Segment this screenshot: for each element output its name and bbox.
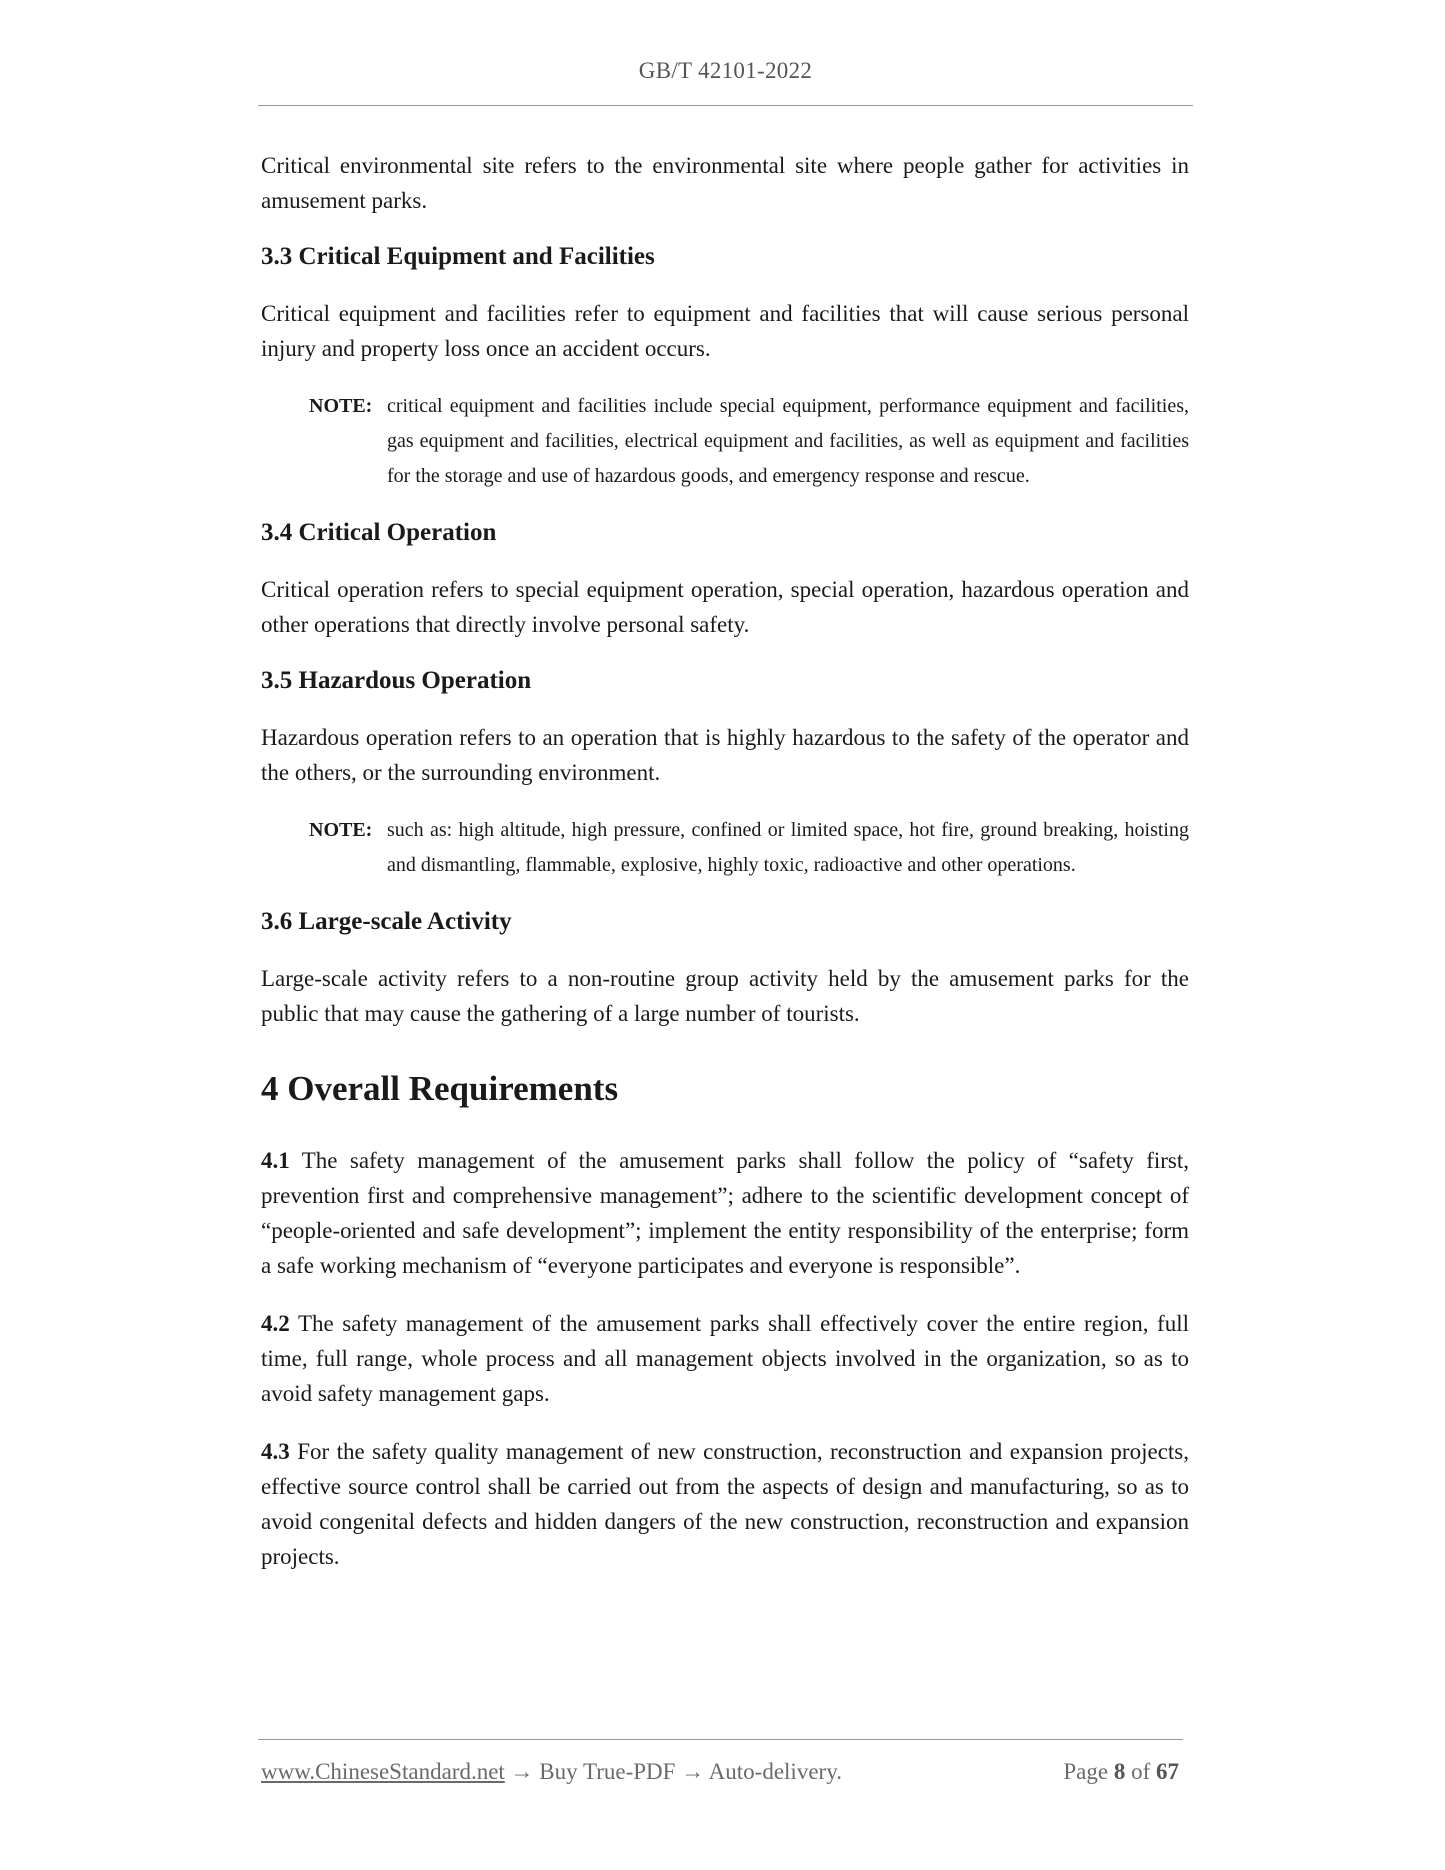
heading-3-5: 3.5 Hazardous Operation	[261, 667, 532, 694]
note-label: NOTE:	[309, 819, 373, 841]
of-word: of	[1131, 1759, 1151, 1784]
page-word: Page	[1063, 1759, 1109, 1784]
heading-4: 4 Overall Requirements	[261, 1069, 619, 1108]
site-link[interactable]: www.ChineseStandard.net	[261, 1759, 505, 1784]
heading-3-6: 3.6 Large-scale Activity	[261, 908, 512, 935]
note-label: NOTE:	[309, 395, 373, 417]
page-content	[261, 148, 1189, 1597]
clause-4-3	[261, 1434, 1189, 1574]
buy-text: Buy True-PDF	[539, 1759, 676, 1784]
footer-divider	[258, 1739, 1183, 1740]
total-pages: 67	[1156, 1759, 1179, 1784]
note-3-5	[309, 813, 1189, 883]
clause-number: 4.2	[261, 1311, 290, 1336]
note-3-3	[309, 389, 1189, 494]
paragraph-3-4: Critical operation refers to special equipment operation, special operation, hazardous operation and other operations that directly involve personal safety.	[261, 577, 1189, 637]
clause-4-1	[261, 1143, 1189, 1283]
clause-4-2	[261, 1306, 1189, 1411]
clause-number: 4.3	[261, 1439, 290, 1464]
heading-3-4: 3.4 Critical Operation	[261, 519, 497, 546]
intro-paragraph: Critical environmental site refers to the environmental site where people gather for activities in amusement parks.	[261, 153, 1189, 213]
paragraph-3-6: Large-scale activity refers to a non-routine group activity held by the amusement parks for the public that may cause the gathering of a large number of tourists.	[261, 966, 1189, 1026]
note-text: such as: high altitude, high pressure, confined or limited space, hot fire, ground breaking, hoisting and dismantling, flammable, explosive, highly toxic, radioactive and other operations.	[387, 819, 1189, 876]
clause-number: 4.1	[261, 1148, 290, 1173]
note-text: critical equipment and facilities include special equipment, performance equipment and facilities, gas equipment and facilities, electrical equipment and facilities, as well as equipment and facilities for the storage and use of hazardous goods, and emergency response and rescue.	[387, 395, 1189, 487]
delivery-text: Auto-delivery.	[708, 1759, 842, 1784]
clause-text: The safety management of the amusement parks shall effectively cover the entire region, full time, full range, whole process and all management objects involved in the organization, so as to avoid safety management gaps.	[261, 1311, 1189, 1406]
heading-3-3: 3.3 Critical Equipment and Facilities	[261, 243, 655, 270]
running-header: GB/T 42101-2022	[638, 58, 813, 83]
arrow-icon: →	[510, 1759, 534, 1784]
footer-links	[261, 1757, 842, 1787]
arrow-icon: →	[681, 1759, 705, 1784]
clause-text: The safety management of the amusement parks shall follow the policy of “safety first, prevention first and comprehensive management”; adhere to the scientific development concept of “people-oriented and safe development”; implement the entity responsibility of the enterprise; form a safe working mechanism of “everyone participates and everyone is responsible”.	[261, 1148, 1189, 1278]
paragraph-3-3: Critical equipment and facilities refer to equipment and facilities that will cause serious personal injury and property loss once an accident occurs.	[261, 301, 1189, 361]
clause-text: For the safety quality management of new construction, reconstruction and expansion projects, effective source control shall be carried out from the aspects of design and manufacturing, so as to avoid congenital defects and hidden dangers of the new construction, reconstruction and expansion projects.	[261, 1439, 1189, 1569]
header-divider	[258, 105, 1193, 106]
page-number	[1063, 1757, 1179, 1787]
current-page: 8	[1113, 1759, 1126, 1784]
paragraph-3-5: Hazardous operation refers to an operation that is highly hazardous to the safety of the operator and the others, or the surrounding environment.	[261, 725, 1189, 785]
